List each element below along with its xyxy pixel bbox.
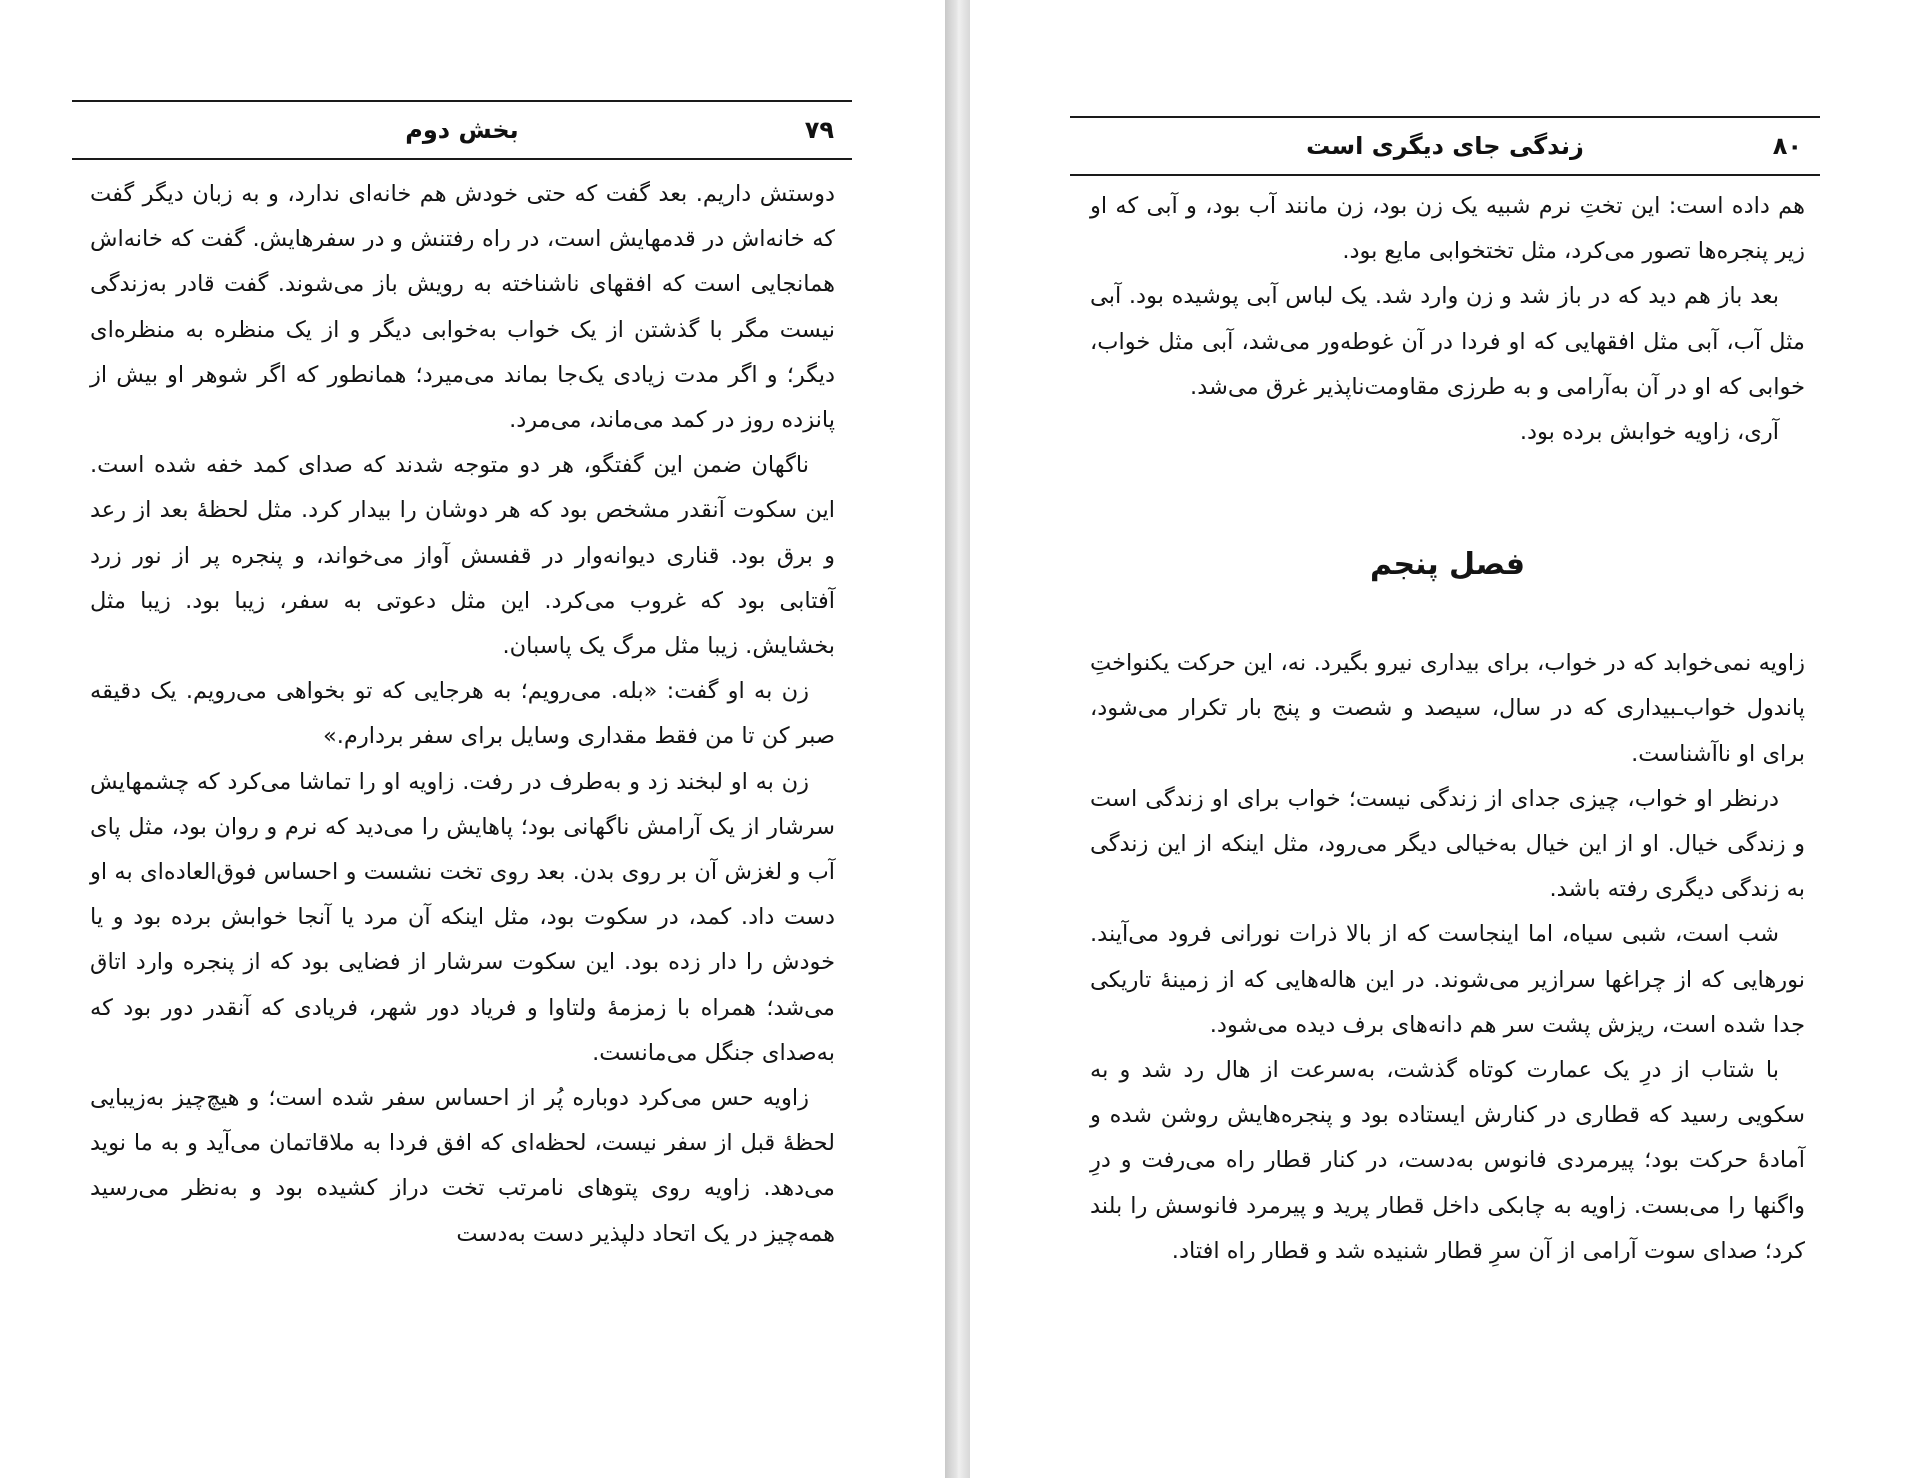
- paragraph: زن به او لبخند زد و به‌طرف در رفت. زاویه او را تماشا می‌کرد که چشمهایش سرشار از یک آرامش ناگهانی بود؛ پاهایش را می‌دید که نرم و روان بود، مثل پای آب و لغزش آن بر روی بدن. بعد روی تخت نشست و احساس فوق‌العاده‌ای به او دست داد. کمد، در سکوت بود، مثل اینکه آن مرد یا آنجا خوابش برده بود و یا خودش را دار زده بود. این سکوت سرشار از فضایی بود که از پنجره وارد اتاق می‌شد؛ همراه با زمزمهٔ ولتاوا و فریاد دور شهر، فریادی که آنقدر دور بود که به‌صدای جنگل می‌مانست.: [90, 768, 835, 1066]
- running-head: بخش دوم: [405, 116, 519, 144]
- chapter-title: فصل پنجم: [1369, 547, 1526, 583]
- paragraph: ناگهان ضمن این گفتگو، هر دو متوجه شدند که صدای کمد خفه شده است. این سکوت آنقدر مشخص بود که هر دوشان را بیدار کرد. مثل لحظهٔ بعد از رعد و برق بود. قناری دیوانه‌وار در قفسش آواز می‌خواند، و پنجره پر از نور زرد آفتابی بود که غروب می‌کرد. این مثل دعوتی به سفر، زیبا بود. زیبا مثل بخشایش. زیبا مثل مرگ یک پاسبان.: [90, 452, 835, 660]
- paragraph: زن به او گفت: «بله. می‌رویم؛ به هرجایی که تو بخواهی می‌رویم. یک دقیقه صبر کن تا من فقط مقداری وسایل برای سفر بردارم.»: [90, 678, 835, 750]
- paragraph: زاویه حس می‌کرد دوباره پُر از احساس سفر شده است؛ و هیچ‌چیز به‌زیبایی لحظهٔ قبل از سفر نیست، لحظه‌ای که افق فردا به ملاقاتمان می‌آید و به ما نوید می‌دهد. زاویه روی پتوهای نامرتب تخت دراز کشیده بود و به‌نظر می‌رسید همه‌چیز در یک اتحاد دلپذیر دست به‌دست: [90, 1085, 835, 1247]
- paragraph: هم داده است: این تختِ نرم شبیه یک زن بود، زن مانند آب بود، و آبی که او زیر پنجره‌ها تصور می‌کرد، مثل تختخوابی مایع بود.: [1090, 193, 1805, 265]
- paragraph: دوستش داریم. بعد گفت که حتی خودش هم خانه‌ای ندارد، و به زبان دیگر گفت که خانه‌اش در قدمهایش است، در راه رفتنش و در سفرهایش. گفت که خانه‌اش همانجایی است که افقهای ناشناخته به رویش باز می‌شوند. گفت قادر به‌زندگی نیست مگر با گذشتن از یک خواب به‌خوابی دیگر و از یک منظره به منظره‌ای دیگر؛ و اگر مدت زیادی یک‌جا بماند می‌میرد؛ همانطور که اگر شوهر او بیش از پانزده روز در کمد می‌ماند، می‌مرد.: [90, 181, 835, 434]
- paragraph: با شتاب از درِ یک عمارت کوتاه گذشت، به‌سرعت از هال رد شد و به سکویی رسید که قطاری در کنارش ایستاده بود و پنجره‌هایش روشن شده و آمادهٔ حرکت بود؛ پیرمردی فانوس به‌دست، در کنار قطار راه می‌رفت و درِ واگنها را می‌بست. زاویه به چابکی داخل قطار پرید و پیرمرد فانوسش را بلند کرد؛ صدای سوت آرامی از آن سرِ قطار شنیده شد و قطار راه افتاد.: [1090, 1057, 1805, 1264]
- left-running-header: [72, 114, 852, 154]
- paragraph: بعد باز هم دید که در باز شد و زن وارد شد. یک لباس آبی پوشیده بود. آبی مثل آب، آبی مثل افقهایی که او فردا در آن غوطه‌ور می‌شد، آبی مثل خواب، خوابی که او در آن به‌آرامی و به طرزی مقاومت‌ناپذیر غرق می‌شد.: [1090, 283, 1805, 400]
- header-rule-thin: [72, 100, 852, 102]
- right-body-text: [1090, 184, 1805, 1274]
- book-gutter: [945, 0, 970, 1478]
- right-running-header: [1070, 130, 1820, 170]
- header-rule: [72, 158, 852, 160]
- header-rule-thin: [1070, 116, 1820, 118]
- paragraph: شب است، شبی سیاه، اما اینجاست که از بالا ذرات نورانی فرود می‌آیند. نورهایی که از چراغها سرازیر می‌شوند. در این هاله‌هایی که از زمینهٔ تاریکی جدا شده است، ریزش پشت سر هم دانه‌های برف دیده می‌شود.: [1090, 921, 1805, 1038]
- running-head: زندگی جای دیگری است: [1306, 132, 1584, 160]
- left-body-text: [90, 172, 835, 1257]
- page-number: ۷۹: [804, 116, 834, 144]
- paragraph: آری، زاویه خوابش برده بود.: [1519, 419, 1779, 446]
- page-number: ۸۰: [1772, 132, 1802, 160]
- left-page: [0, 0, 945, 1478]
- right-page: [970, 0, 1915, 1478]
- paragraph: درنظر او خواب، چیزی جدای از زندگی نیست؛ خواب برای او زندگی است و زندگی خیال. او از این خیال به‌خیالی دیگر می‌رود، مثل اینکه از این زندگی به زندگی دیگری رفته باشد.: [1090, 785, 1805, 903]
- header-rule: [1070, 174, 1820, 176]
- paragraph: زاویه نمی‌خوابد که در خواب، برای بیداری نیرو بگیرد. نه، این حرکت یکنواختِ پاندول خواب‌ـبیداری که در سال، سیصد و شصت و پنج بار تکرار می‌شود، برای او ناآشناست.: [1090, 650, 1805, 767]
